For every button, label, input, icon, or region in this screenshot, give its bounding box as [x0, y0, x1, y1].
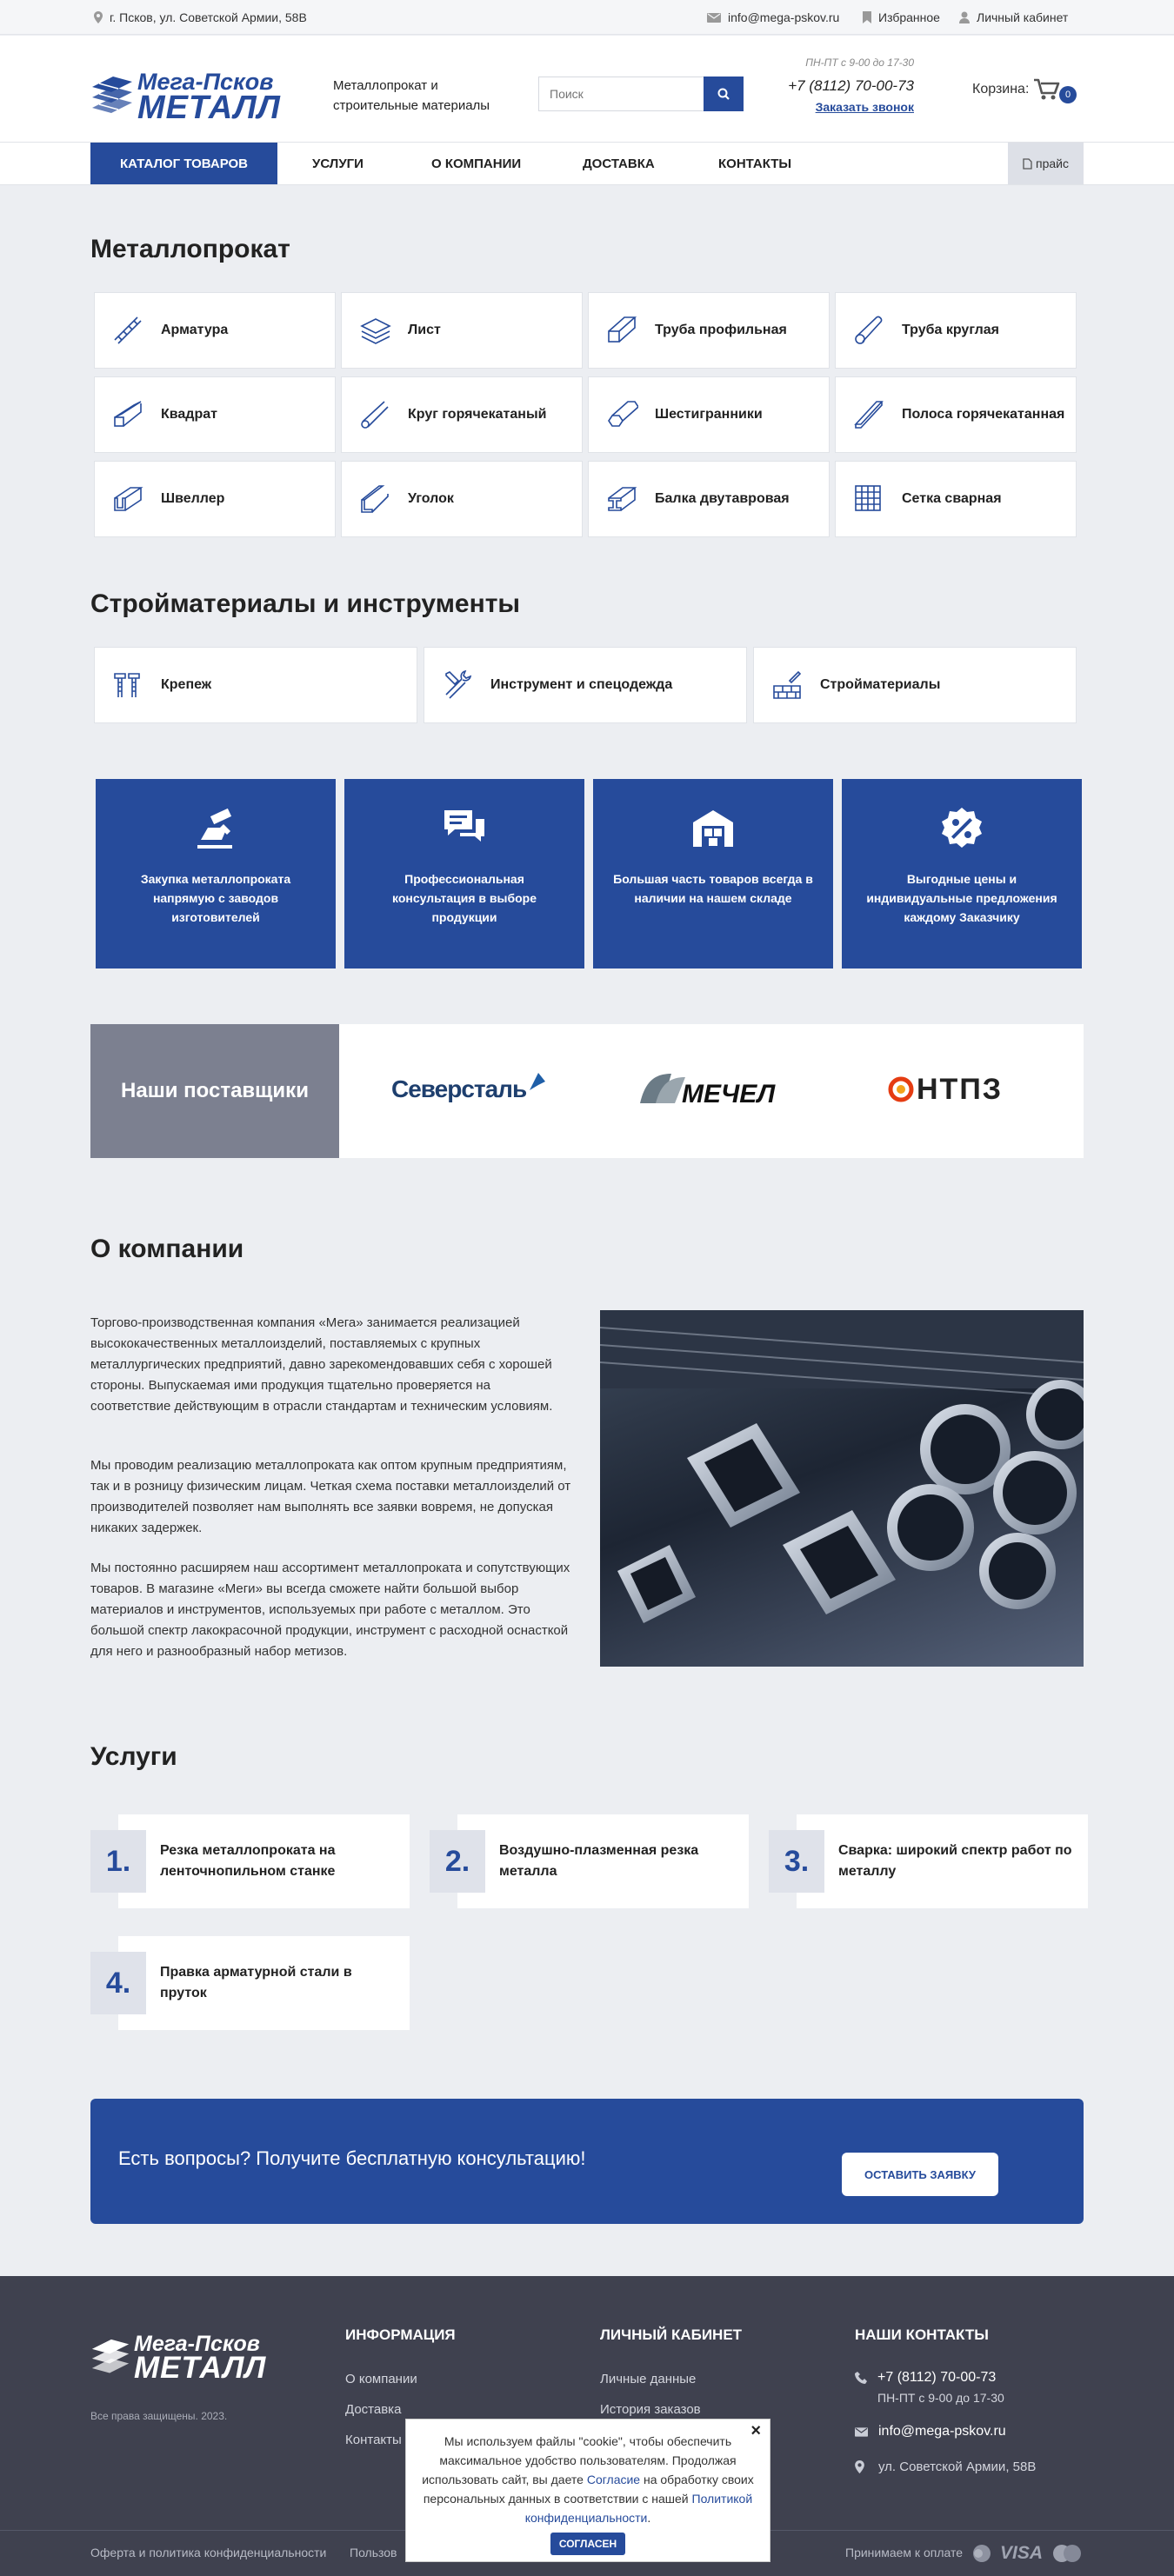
cart-icon	[1034, 78, 1060, 101]
service-title: Воздушно-плазменная резка металла	[499, 1843, 699, 1879]
footer-logo[interactable]	[90, 2332, 267, 2385]
suppliers-title: Наши поставщики	[90, 1024, 339, 1158]
suppliers-section	[90, 1024, 1084, 1158]
mastercard-icon	[1050, 2544, 1084, 2563]
user-agreement-link[interactable]: Пользов	[350, 2546, 397, 2559]
category-card-metal[interactable]	[341, 292, 583, 369]
location-pin-icon	[855, 2460, 864, 2473]
tagline: Металлопрокат и строительные материалы	[333, 78, 490, 113]
nav-about[interactable]: О КОМПАНИИ	[431, 156, 522, 171]
category-label: Лист	[408, 323, 441, 337]
supplier-logo-mechel[interactable]	[637, 1064, 793, 1113]
service-number: 4.	[90, 1952, 146, 2014]
logo-line1: Мега-Псков	[137, 69, 274, 95]
document-icon	[1023, 158, 1032, 170]
copyright: Все права защищены. 2023.	[90, 2410, 228, 2422]
services-section-title: Услуги	[90, 1742, 177, 1771]
service-number: 2.	[430, 1830, 485, 1893]
about-image	[600, 1310, 1084, 1667]
footer-logo-line1: Мега-Псков	[134, 2332, 260, 2356]
supplier-logo-severstal[interactable]	[391, 1068, 548, 1111]
header	[0, 36, 1174, 142]
cookie-consent-popup	[405, 2419, 770, 2562]
logo-mark-icon	[90, 73, 134, 120]
feature-text: Профессиональная консультация в выборе продукции	[392, 872, 537, 924]
about-paragraph-1: Торгово-производственная компания «Мега» занимается реализацией высококачественных металлоизделий, поставляемых с крупных металлургических предприятий, давно зарекомендовавших себя с хорошей стороны. Выпускаемая ими продукция тщательно проверяется на соответствие действующим в отрасли стандартам и техническим условиям.	[90, 1315, 553, 1414]
service-card[interactable]	[105, 1936, 410, 2030]
policy-link[interactable]: Оферта и политика конфиденциальности	[90, 2546, 327, 2559]
discount-badge-icon	[938, 805, 985, 852]
feature-prices	[842, 779, 1082, 968]
category-label: Квадрат	[161, 407, 217, 422]
footer-hours: ПН-ПТ с 9-00 до 17-30	[877, 2391, 1004, 2405]
category-card-metal[interactable]	[341, 461, 583, 537]
category-card-build[interactable]	[753, 647, 1077, 723]
callback-link[interactable]: Заказать звонок	[815, 100, 914, 114]
price-list-button[interactable]	[1008, 143, 1084, 184]
sheet-icon	[342, 314, 408, 347]
hexagon-bar-icon	[589, 398, 655, 431]
service-title: Резка металлопроката на ленточнопильном станке	[160, 1843, 336, 1879]
category-card-build[interactable]	[94, 647, 417, 723]
severstal-name: Северсталь	[391, 1075, 527, 1102]
user-icon	[959, 11, 970, 23]
account-text: Личный кабинет	[977, 10, 1069, 24]
top-bar	[0, 0, 1174, 35]
favorites-link[interactable]	[863, 0, 940, 35]
search-icon	[717, 88, 730, 100]
severstal-mark-icon	[528, 1071, 547, 1092]
build-section-title: Стройматериалы и инструменты	[90, 589, 521, 618]
work-hours: ПН-ПТ с 9-00 до 17-30	[805, 57, 914, 69]
service-title: Сварка: широкий спектр работ по металлу	[838, 1843, 1072, 1879]
cart-label: Корзина:	[972, 82, 1030, 97]
category-label: Труба профильная	[655, 323, 787, 337]
footer-link-about[interactable]: О компании	[345, 2372, 417, 2386]
category-card-metal[interactable]	[835, 292, 1077, 369]
nav-delivery[interactable]: ДОСТАВКА	[583, 156, 655, 171]
feature-text: Выгодные цены и индивидуальные предложения каждому Заказчику	[866, 872, 1057, 924]
footer-email-text: info@mega-pskov.ru	[878, 2424, 1006, 2439]
consultation-banner	[90, 2099, 1084, 2224]
address-info	[94, 0, 307, 35]
metal-pipes-image	[600, 1310, 1084, 1667]
favorites-text: Избранное	[878, 10, 940, 24]
channel-icon	[95, 483, 161, 516]
category-label: Арматура	[161, 323, 229, 337]
footer-phone[interactable]	[855, 2370, 996, 2386]
category-label: Инструмент и спецодежда	[490, 677, 673, 692]
feature-consultation	[344, 779, 584, 968]
category-card-metal[interactable]	[94, 376, 336, 453]
mechel-name: МЕЧЕЛ	[682, 1080, 776, 1108]
rebar-icon	[95, 314, 161, 347]
footer-link-delivery[interactable]: Доставка	[345, 2402, 402, 2417]
nav-contacts[interactable]: КОНТАКТЫ	[718, 156, 792, 171]
service-card[interactable]	[105, 1814, 410, 1908]
cookie-text-1: Мы используем файлы "cookie", чтобы обеспечить максимальное удобство пользователям. Продолжая использовать сайт, вы даете	[422, 2434, 737, 2486]
category-card-metal[interactable]	[94, 461, 336, 537]
phone-number[interactable]: +7 (8112) 70-00-73	[788, 77, 914, 94]
feature-direct-purchase	[96, 779, 336, 968]
footer-email[interactable]	[855, 2424, 1006, 2440]
price-list-label: прайс	[1036, 156, 1069, 170]
accept-cookies-button[interactable]: СОГЛАСЕН	[550, 2533, 625, 2555]
mail-icon	[855, 2427, 868, 2437]
cart-button[interactable]	[972, 78, 1060, 101]
leave-request-button[interactable]: ОСТАВИТЬ ЗАЯВКУ	[842, 2153, 998, 2196]
bookmark-icon	[863, 11, 871, 23]
cookie-text-3: .	[647, 2511, 651, 2525]
cart-count-badge: 0	[1059, 86, 1077, 103]
category-label: Швеллер	[161, 491, 225, 506]
footer-link-contacts[interactable]: Контакты	[345, 2433, 402, 2447]
site-logo[interactable]	[90, 69, 281, 126]
category-card-metal[interactable]	[588, 292, 830, 369]
logo-line2: МЕТАЛЛ	[137, 90, 281, 126]
angle-icon	[342, 483, 408, 516]
service-card[interactable]	[784, 1814, 1088, 1908]
bricks-icon	[754, 669, 820, 702]
category-card-metal[interactable]	[94, 292, 336, 369]
category-label: Стройматериалы	[820, 677, 941, 692]
round-bar-icon	[342, 398, 408, 431]
metal-section-title: Металлопрокат	[90, 235, 290, 263]
category-label: Уголок	[408, 491, 454, 506]
chat-bubbles-icon	[441, 805, 488, 852]
footer-address-text: ул. Советской Армии, 58В	[878, 2460, 1037, 2474]
factory-hands-icon	[192, 805, 239, 852]
account-link[interactable]	[959, 0, 1068, 35]
mail-icon	[707, 13, 721, 23]
payment-label: Принимаем к оплате	[845, 2546, 964, 2559]
consent-link[interactable]: Согласие	[586, 2473, 641, 2486]
category-card-build[interactable]	[424, 647, 747, 723]
main-nav	[0, 142, 1174, 185]
service-card[interactable]	[444, 1814, 749, 1908]
i-beam-icon	[589, 483, 655, 516]
mir-card-icon	[971, 2544, 993, 2563]
strip-icon	[836, 398, 902, 431]
category-label: Крепеж	[161, 677, 212, 692]
email-link[interactable]	[707, 0, 839, 35]
search-button[interactable]	[704, 77, 744, 111]
search-input[interactable]	[539, 77, 704, 110]
ntpz-mark-icon	[887, 1075, 915, 1103]
service-number: 1.	[90, 1830, 146, 1893]
footer-phone-text: +7 (8112) 70-00-73	[877, 2370, 997, 2385]
location-pin-icon	[94, 11, 103, 23]
tools-icon	[424, 669, 490, 702]
service-title: Правка арматурной стали в пруток	[160, 1965, 352, 2000]
nav-catalog[interactable]: КАТАЛОГ ТОВАРОВ	[90, 143, 277, 184]
mesh-icon	[836, 483, 902, 516]
feature-warehouse	[593, 779, 833, 968]
round-pipe-icon	[836, 314, 902, 347]
about-paragraph-3: Мы постоянно расширяем наш ассортимент металлопроката и сопутствующих товаров. В магазине «Меги» вы всегда сможете найти большой выбор материалов и инструментов, используемых при работе с металлом. Это большой спектр лакокрасочной продукции, инструмент с расходной оснасткой для него и разнообразный набор метизов.	[90, 1561, 570, 1659]
category-label: Круг горячекатаный	[408, 407, 547, 422]
cookie-text-2: на обработку своих персональных данных в соответствии с нашей	[423, 2473, 754, 2506]
footer-logo-line2: МЕТАЛЛ	[134, 2351, 267, 2385]
feature-text: Закупка металлопроката напрямую с заводов изготовителей	[140, 872, 291, 924]
close-icon[interactable]: ×	[750, 2421, 761, 2440]
footer-contacts-title: НАШИ КОНТАКТЫ	[855, 2326, 989, 2343]
profile-pipe-icon	[589, 314, 655, 347]
category-card-metal[interactable]	[341, 376, 583, 453]
consultation-question: Есть вопросы? Получите бесплатную консультацию!	[118, 2147, 586, 2169]
footer-link-order-history[interactable]: История заказов	[600, 2402, 701, 2417]
category-label: Труба круглая	[902, 323, 999, 337]
category-card-metal[interactable]	[588, 461, 830, 537]
footer-info-title: ИНФОРМАЦИЯ	[345, 2326, 456, 2343]
ntpz-name: НТПЗ	[917, 1072, 1004, 1106]
fastener-icon	[95, 669, 161, 702]
square-bar-icon	[95, 398, 161, 431]
search-box	[538, 77, 744, 111]
category-label: Шестигранники	[655, 407, 763, 422]
feature-text: Большая часть товаров всегда в наличии на нашем складе	[613, 872, 813, 905]
logo-mark-icon	[90, 2336, 130, 2380]
address-text: г. Псков, ул. Советской Армии, 58В	[110, 10, 307, 24]
footer-account-title: ЛИЧНЫЙ КАБИНЕТ	[600, 2326, 743, 2343]
footer-address	[855, 2460, 1036, 2474]
email-text: info@mega-pskov.ru	[728, 10, 840, 24]
category-label: Сетка сварная	[902, 491, 1002, 506]
nav-services[interactable]: УСЛУГИ	[312, 156, 364, 171]
category-label: Балка двутавровая	[655, 491, 790, 506]
privacy-policy-link[interactable]: Политикой конфиденциальности	[524, 2492, 753, 2525]
category-card-metal[interactable]	[835, 461, 1077, 537]
about-paragraph-2: Мы проводим реализацию металлопроката как оптом крупным предприятиям, так и в розницу физическим лицам. Четкая схема поставки металлоизделий от производителей позволяет нам выполнять все заявки вовремя, не допуская никаких задержек.	[90, 1458, 571, 1535]
service-number: 3.	[769, 1830, 824, 1893]
category-card-metal[interactable]	[588, 376, 830, 453]
category-card-metal[interactable]	[835, 376, 1077, 453]
about-section-title: О компании	[90, 1235, 244, 1263]
warehouse-icon	[690, 805, 737, 852]
category-label: Полоса горячекатанная	[902, 407, 1065, 422]
visa-icon: VISA	[1000, 2543, 1044, 2563]
payment-icons	[971, 2543, 1084, 2564]
supplier-logo-ntpz[interactable]	[887, 1068, 1044, 1111]
footer-link-personal-data[interactable]: Личные данные	[600, 2372, 697, 2386]
phone-icon	[855, 2372, 867, 2384]
